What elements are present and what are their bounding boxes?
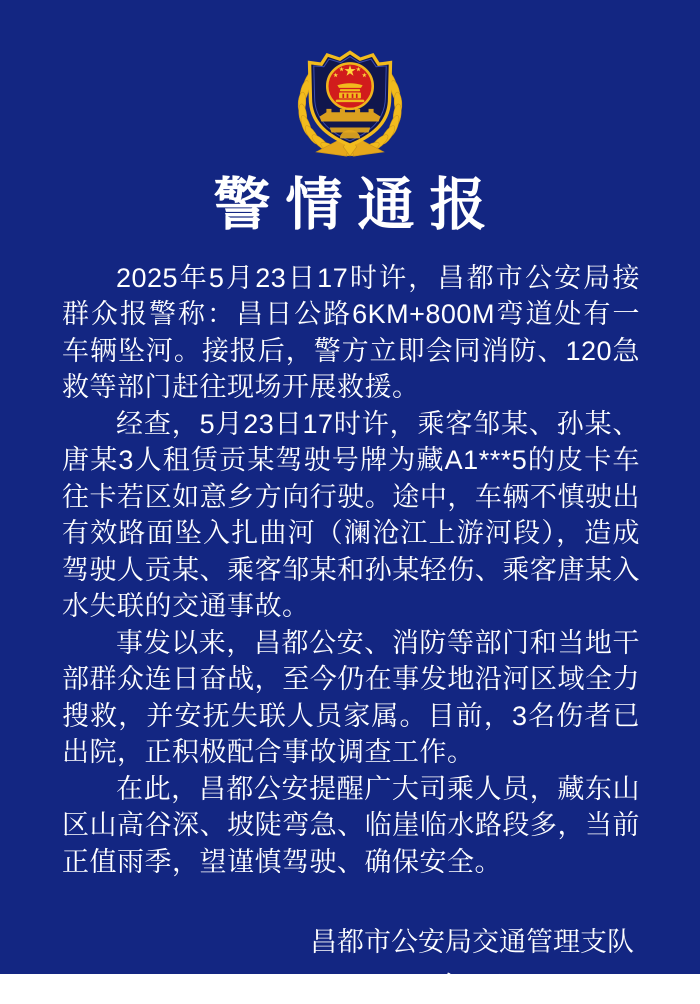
paragraph-report: 2025年5月23日17时许，昌都市公安局接群众报警称：昌日公路6KM+800M弯道处有一车辆坠河。接报后，警方立即会同消防、120急救等部门赶往现场开展救援。 — [62, 262, 640, 403]
signature-date: 2025年5月29日 — [382, 971, 562, 1002]
paragraph-investigation: 经查，5月23日17时许，乘客邹某、孙某、唐某3人租赁贡某驾驶号牌为藏A1***5的皮卡车往卡若区如意乡方向行驶。途中，车辆不慎驶出有效路面坠入扎曲河（澜沧江上游河段），造成驾驶人贡某、乘客邹某和孙某轻伤、乘客唐某入水失联的交通事故。 — [62, 408, 640, 622]
page-title: 警情通报 — [213, 173, 502, 237]
badge-container — [0, 0, 700, 160]
signature-block — [0, 924, 700, 1004]
signature-unit: 昌都市公安局交通管理支队 — [310, 927, 634, 958]
police-emblem-icon — [291, 46, 409, 160]
signature-inner — [310, 924, 634, 1004]
paragraph-rescue: 事发以来，昌都公安、消防等部门和当地干部群众连日奋战，至今仍在事发地沿河区域全力搜救，并安抚失联人员家属。目前，3名伤者已出院，正积极配合事故调查工作。 — [62, 627, 640, 768]
notice-body — [0, 236, 700, 881]
paragraph-reminder: 在此，昌都公安提醒广大司乘人员，藏东山区山高谷深、坡陡弯急、临崖临水路段多，当前正值雨季，望谨慎驾驶、确保安全。 — [62, 773, 640, 877]
